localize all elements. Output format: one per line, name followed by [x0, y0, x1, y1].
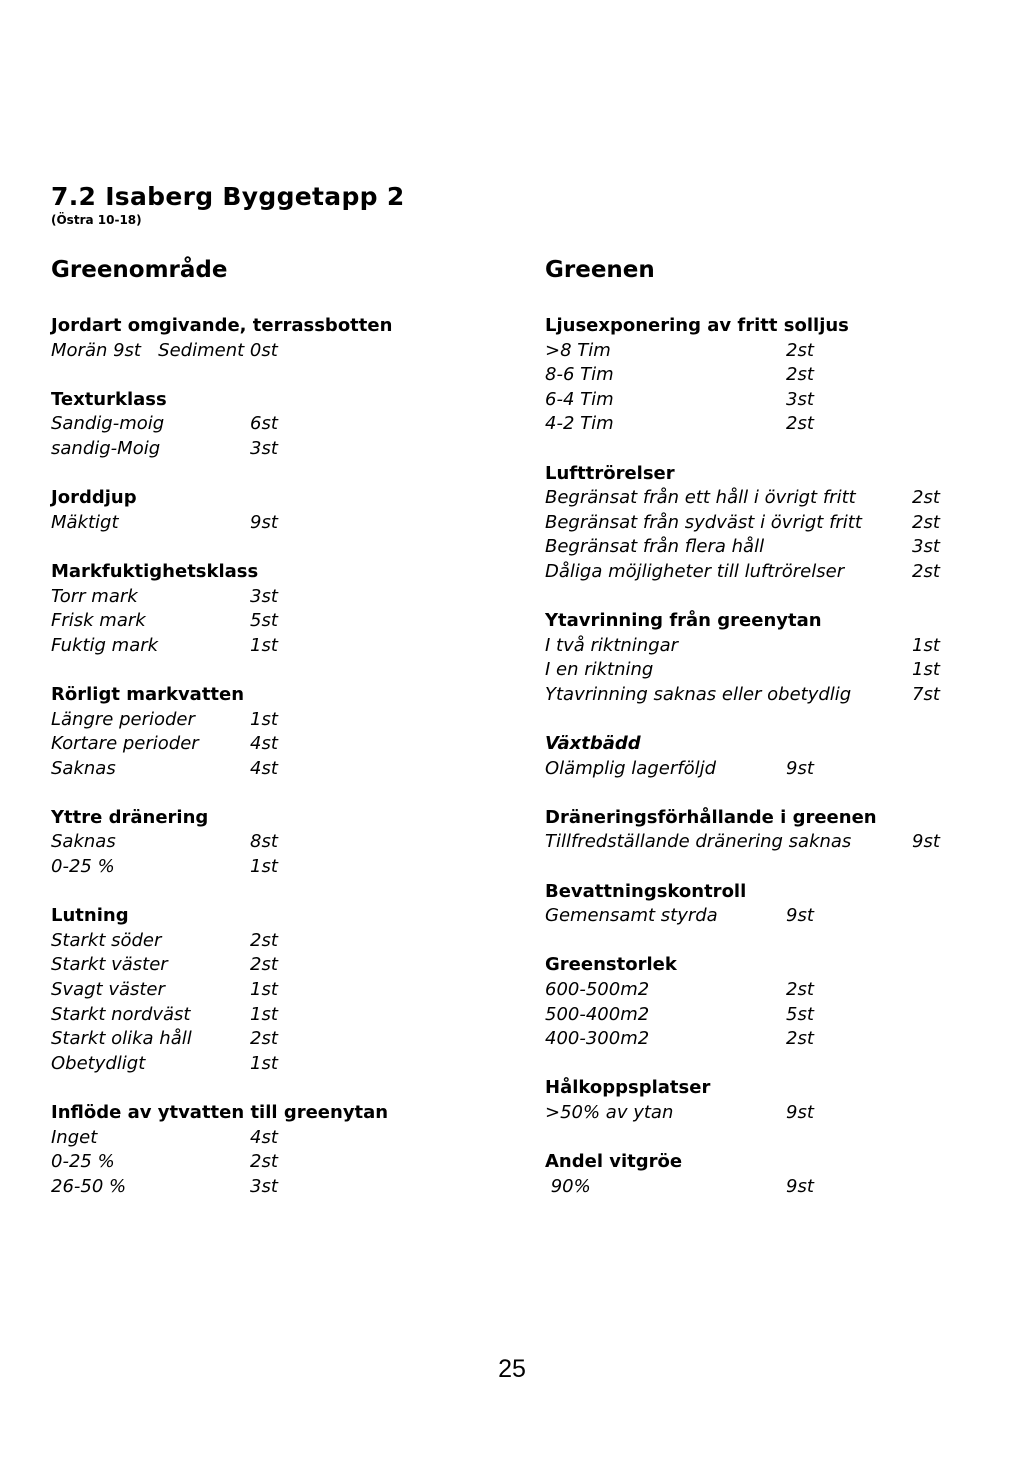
- item-label: Gemensamt styrda: [545, 905, 718, 927]
- item-label: Obetydligt: [51, 1052, 146, 1074]
- section-title: Ytavrinning från greenytan: [545, 610, 822, 632]
- list-item: [545, 634, 1005, 659]
- item-count: 1st: [250, 856, 278, 878]
- item-label: Starkt olika håll: [51, 1028, 192, 1050]
- item-count: 1st: [250, 634, 278, 656]
- page-number: 25: [498, 1355, 526, 1383]
- item-label: Frisk mark: [51, 610, 146, 632]
- item-count: 2st: [786, 413, 814, 435]
- item-label: Begränsat från ett håll i övrigt fritt: [545, 487, 856, 509]
- item-label: Mäktigt: [51, 511, 119, 533]
- item-count: 3st: [250, 437, 278, 459]
- list-item: [545, 757, 1005, 782]
- list-item: [51, 1175, 491, 1200]
- item-label: Morän 9st Sediment 0st: [51, 339, 278, 361]
- left-column-heading: Greenområde: [51, 257, 228, 283]
- list-item: [51, 757, 491, 782]
- list-item: [51, 830, 491, 855]
- item-label: Tillfredställande dränering saknas: [545, 831, 852, 853]
- list-item: [51, 437, 491, 462]
- item-label: 8-6 Tim: [545, 364, 614, 386]
- section-title: Jorddjup: [51, 487, 137, 509]
- section-title: Ljusexponering av fritt solljus: [545, 315, 849, 336]
- item-count: 2st: [250, 1028, 278, 1050]
- list-item: [545, 1175, 1005, 1200]
- item-label: Kortare perioder: [51, 733, 199, 755]
- list-item: [51, 609, 491, 634]
- list-item: [51, 1150, 491, 1175]
- item-label: Saknas: [51, 831, 116, 853]
- item-count: 5st: [786, 1003, 814, 1025]
- section: [51, 683, 491, 781]
- list-item: [51, 585, 491, 610]
- list-item: [545, 658, 1005, 683]
- list-item: [545, 904, 1005, 929]
- list-item: [51, 855, 491, 880]
- item-count: 1st: [250, 1003, 278, 1025]
- item-label: Svagt väster: [51, 979, 165, 1001]
- section: [51, 388, 491, 462]
- item-label: Begränsat från sydväst i övrigt fritt: [545, 511, 862, 533]
- item-label: 0-25 %: [51, 856, 115, 878]
- item-label: Dåliga möjligheter till luftrörelser: [545, 560, 845, 582]
- list-item: [51, 634, 491, 659]
- item-label: Starkt väster: [51, 954, 168, 976]
- section: [545, 1076, 1005, 1125]
- section: [51, 560, 491, 658]
- list-item: [51, 732, 491, 757]
- section-title: Hålkoppsplatser: [545, 1077, 711, 1099]
- item-count: 1st: [250, 979, 278, 1001]
- list-item: [545, 388, 1005, 413]
- list-item: [51, 1052, 491, 1077]
- list-item: [51, 708, 491, 733]
- section-title: Bevattningskontroll: [545, 880, 747, 902]
- section: [545, 953, 1005, 1051]
- list-item: [545, 535, 1005, 560]
- item-label: Starkt nordväst: [51, 1003, 191, 1025]
- item-label: >8 Tim: [545, 339, 611, 361]
- item-count: 1st: [250, 1052, 278, 1074]
- item-count: 4st: [250, 757, 278, 779]
- section: [545, 1150, 1005, 1199]
- item-label: Begränsat från flera håll: [545, 536, 765, 558]
- section-title: Inflöde av ytvatten till greenytan: [51, 1102, 389, 1123]
- section-title: Jordart omgivande, terrassbotten: [51, 315, 393, 336]
- item-label: 4-2 Tim: [545, 413, 614, 435]
- item-label: Inget: [51, 1126, 98, 1148]
- item-count: 2st: [786, 339, 814, 361]
- item-label: 6-4 Tim: [545, 388, 614, 410]
- item-count: 9st: [786, 1102, 814, 1123]
- item-count: 2st: [912, 487, 940, 509]
- list-item: [51, 953, 491, 978]
- list-item: [545, 412, 1005, 437]
- item-count: 9st: [786, 1175, 814, 1197]
- item-label: 400-300m2: [545, 1028, 650, 1050]
- item-label: Olämplig lagerföljd: [545, 757, 717, 779]
- item-count: 2st: [912, 511, 940, 533]
- item-count: 9st: [786, 905, 814, 927]
- item-count: 1st: [912, 659, 940, 681]
- section: [545, 732, 1005, 781]
- item-label: 500-400m2: [545, 1003, 650, 1025]
- section-title: Markfuktighetsklass: [51, 560, 259, 582]
- item-label: 26-50 %: [51, 1175, 127, 1197]
- item-count: 5st: [250, 610, 278, 632]
- item-label: I en riktning: [545, 659, 654, 681]
- item-count: 2st: [250, 929, 278, 951]
- item-count: 9st: [912, 831, 940, 853]
- section: [51, 904, 491, 1076]
- section-title: Lufttrörelser: [545, 462, 675, 484]
- list-item: [51, 511, 491, 536]
- list-item: [545, 363, 1005, 388]
- list-item: [51, 929, 491, 954]
- list-item: [545, 1027, 1005, 1052]
- item-label: Fuktig mark: [51, 634, 159, 656]
- item-count: 4st: [250, 1126, 278, 1148]
- section: [545, 314, 1005, 437]
- item-count: 2st: [912, 560, 940, 582]
- list-item: [51, 978, 491, 1003]
- section: [545, 462, 1005, 585]
- item-count: 2st: [786, 364, 814, 386]
- list-item: [545, 1101, 1005, 1126]
- section: [545, 880, 1005, 929]
- section-title: Texturklass: [51, 388, 167, 410]
- item-count: 2st: [250, 954, 278, 976]
- section: [51, 806, 491, 880]
- list-item: [51, 1126, 491, 1151]
- section: [51, 1101, 491, 1199]
- document-title: 7.2 Isaberg Byggetapp 2: [51, 182, 405, 211]
- item-label: Ytavrinning saknas eller obetydlig: [545, 683, 852, 705]
- list-item: [545, 486, 1005, 511]
- list-item: [545, 830, 1005, 855]
- item-count: 9st: [786, 757, 814, 779]
- item-count: 1st: [912, 634, 940, 656]
- section-title: Dräneringsförhållande i greenen: [545, 806, 877, 828]
- list-item: [51, 1003, 491, 1028]
- list-item: [545, 683, 1005, 708]
- item-count: 7st: [912, 683, 940, 705]
- list-item: [545, 560, 1005, 585]
- item-label: Starkt söder: [51, 929, 162, 951]
- item-count: 8st: [250, 831, 278, 853]
- item-count: 9st: [250, 511, 278, 533]
- section-title: Växtbädd: [545, 733, 641, 755]
- section: [51, 314, 491, 363]
- section: [545, 609, 1005, 707]
- item-label: 0-25 %: [51, 1151, 115, 1173]
- list-item: [545, 339, 1005, 364]
- section-title: Greenstorlek: [545, 954, 677, 976]
- left-column: [51, 314, 491, 1224]
- item-label: sandig-Moig: [51, 437, 161, 459]
- item-label: Längre perioder: [51, 708, 195, 730]
- item-label: >50% av ytan: [545, 1102, 674, 1123]
- section-title: Lutning: [51, 905, 129, 927]
- list-item: [51, 1027, 491, 1052]
- section-title: Andel vitgröe: [545, 1151, 683, 1173]
- list-item: [51, 412, 491, 437]
- list-item: [545, 978, 1005, 1003]
- item-count: 2st: [250, 1151, 278, 1173]
- item-count: 6st: [250, 413, 278, 435]
- right-column: [545, 314, 1005, 1224]
- item-label: Torr mark: [51, 585, 138, 607]
- item-count: 1st: [250, 708, 278, 730]
- item-count: 3st: [786, 388, 814, 410]
- list-item: [51, 339, 491, 364]
- item-count: 3st: [912, 536, 940, 558]
- item-label: 600-500m2: [545, 979, 650, 1001]
- item-label: Saknas: [51, 757, 116, 779]
- item-count: 2st: [786, 979, 814, 1001]
- section-title: Yttre dränering: [51, 806, 209, 828]
- list-item: [545, 1003, 1005, 1028]
- document-subtitle: (Östra 10-18): [51, 213, 142, 227]
- section: [51, 486, 491, 535]
- right-column-heading: Greenen: [545, 257, 655, 283]
- list-item: [545, 511, 1005, 536]
- section-title: Rörligt markvatten: [51, 683, 245, 705]
- item-label: I två riktningar: [545, 634, 679, 656]
- item-label: Sandig-moig: [51, 413, 165, 435]
- item-count: 4st: [250, 733, 278, 755]
- item-count: 3st: [250, 1175, 278, 1197]
- item-count: 2st: [786, 1028, 814, 1050]
- section: [545, 806, 1005, 855]
- item-count: 3st: [250, 585, 278, 607]
- item-label: 90%: [545, 1175, 591, 1197]
